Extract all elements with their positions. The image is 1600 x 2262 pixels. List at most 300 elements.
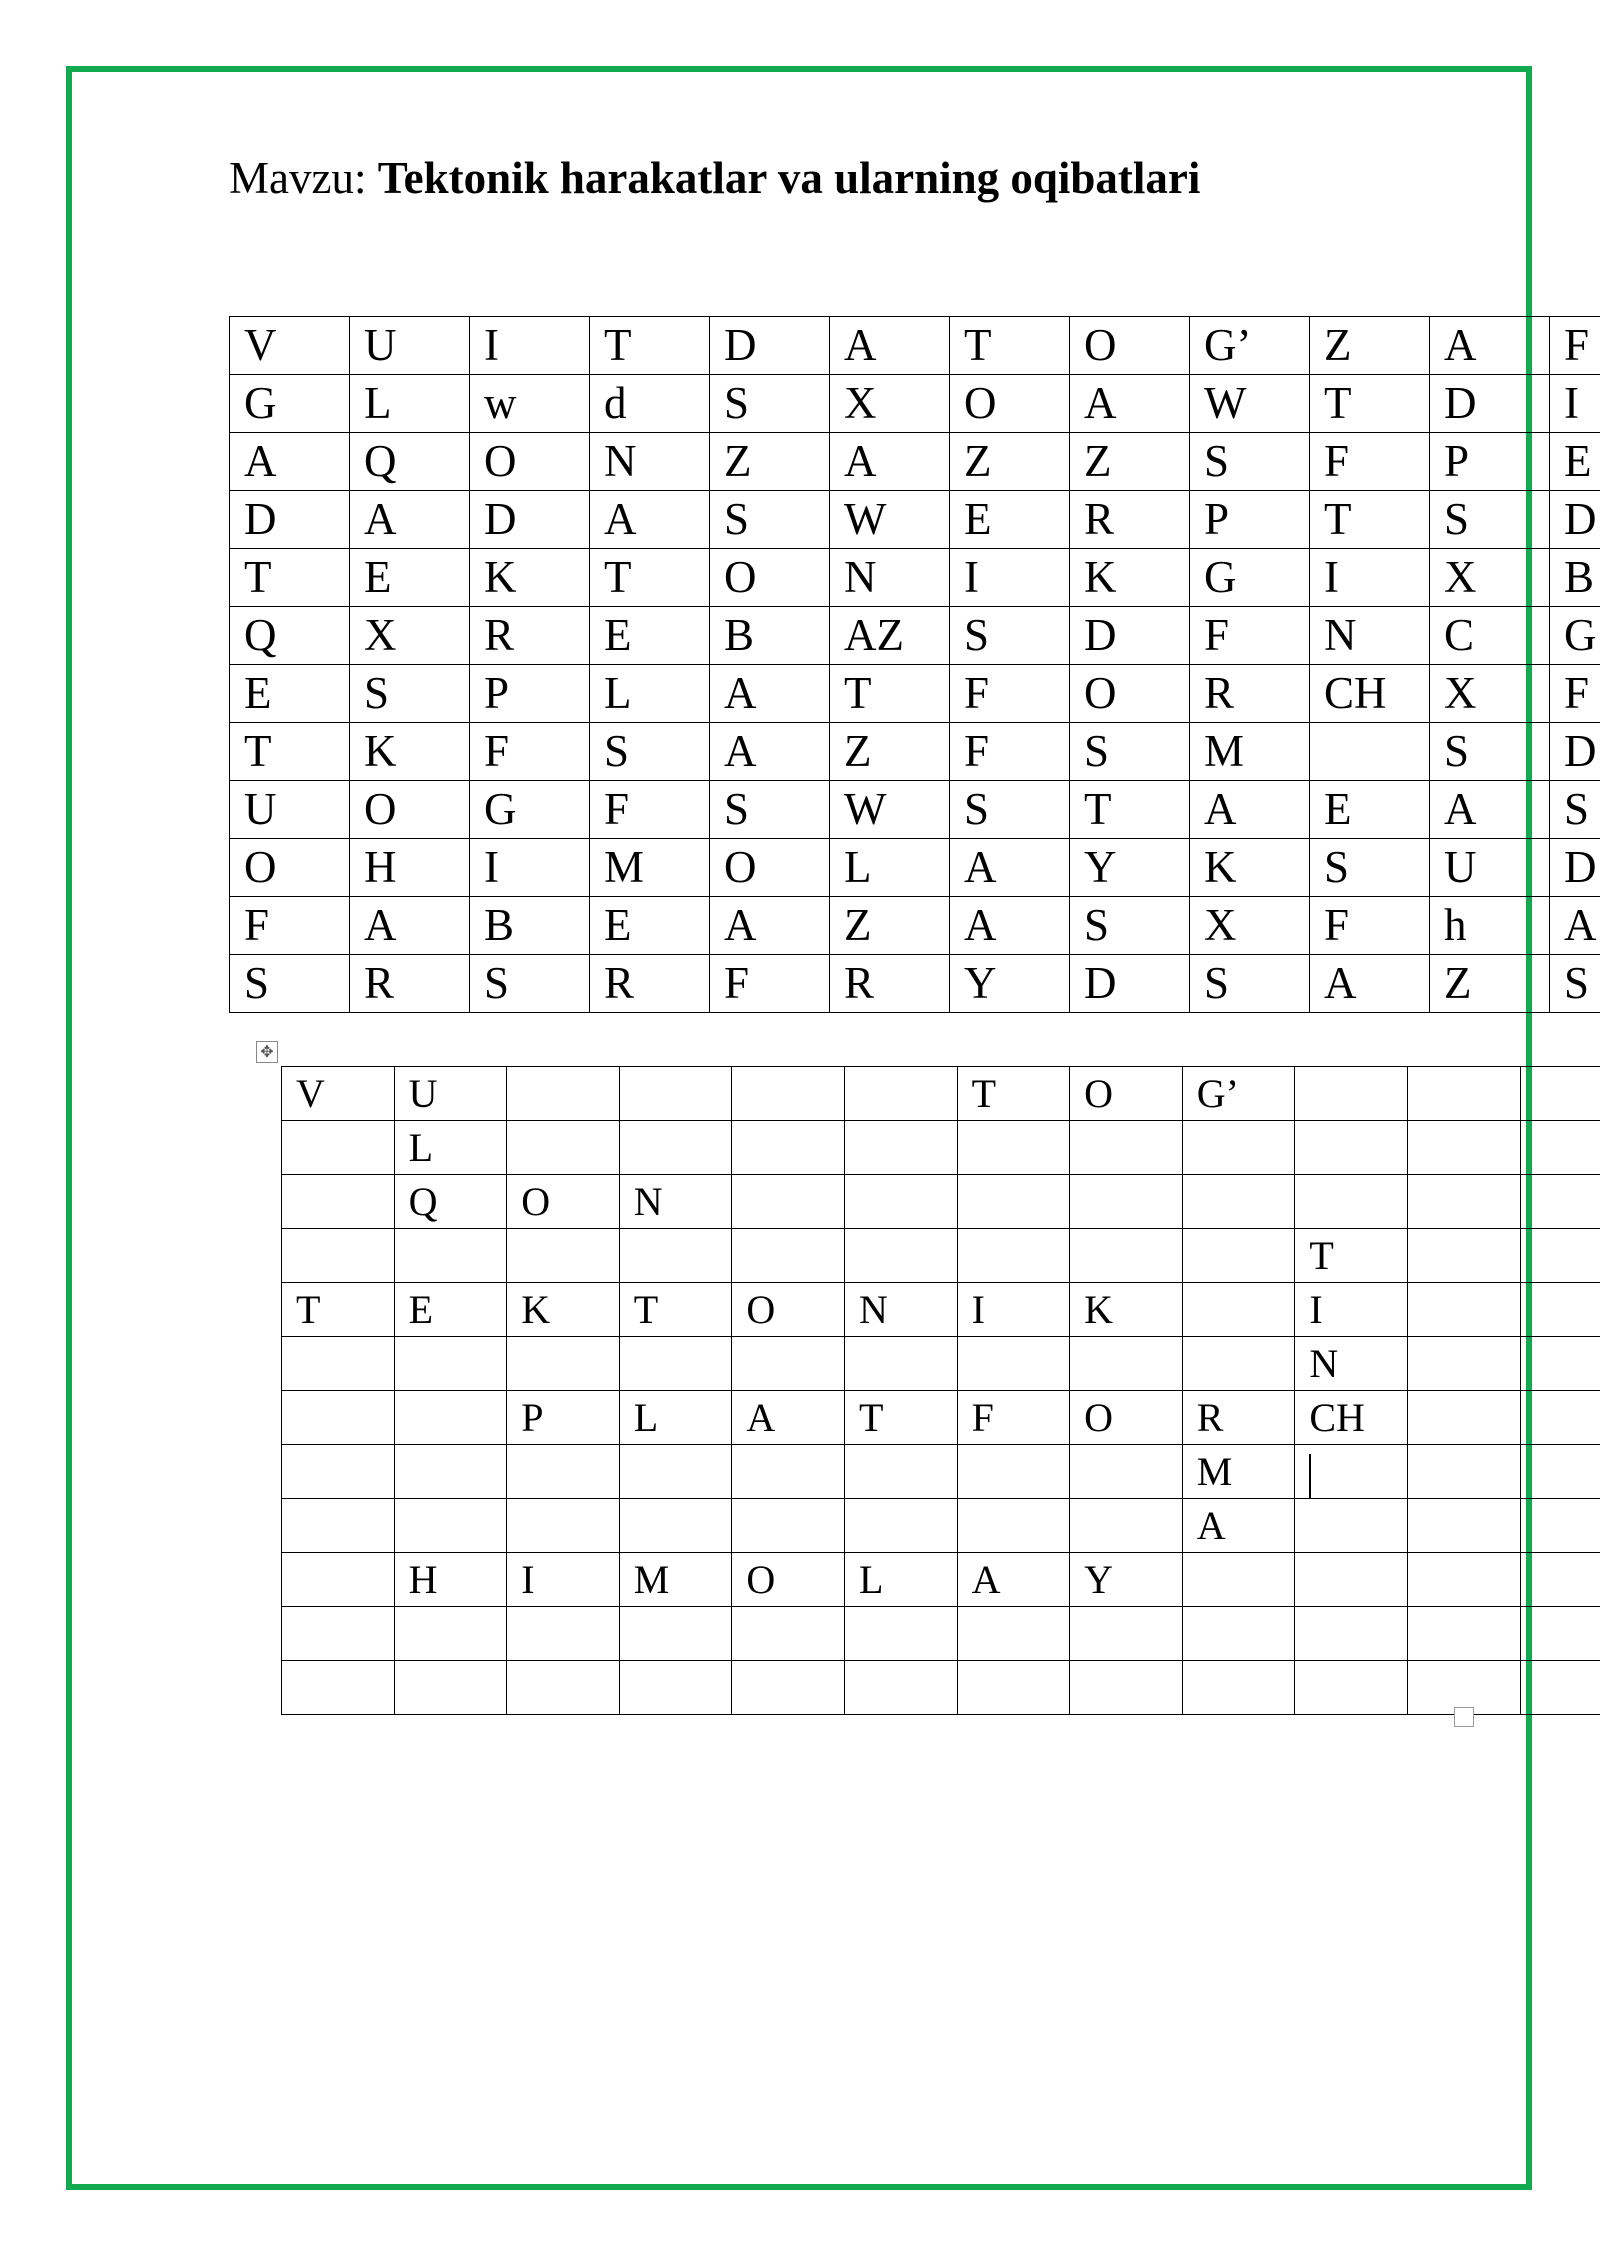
answer-cell[interactable] — [1407, 1283, 1520, 1337]
word-search-cell: B — [1550, 549, 1600, 607]
answer-cell[interactable] — [732, 1121, 845, 1175]
answer-cell[interactable] — [282, 1121, 395, 1175]
answer-row — [282, 1391, 1600, 1445]
answer-cell[interactable] — [1295, 1499, 1408, 1553]
answer-cell[interactable] — [957, 1499, 1070, 1553]
word-search-cell: I — [950, 549, 1070, 607]
word-search-cell: F — [1550, 665, 1600, 723]
word-search-cell: O — [470, 433, 590, 491]
word-search-cell — [1310, 723, 1430, 781]
answer-row — [282, 1175, 1600, 1229]
word-search-cell: F — [470, 723, 590, 781]
answer-cell[interactable]: M — [1182, 1445, 1295, 1499]
word-search-cell: d — [590, 375, 710, 433]
word-search-cell: E — [230, 665, 350, 723]
answer-cell[interactable]: O — [732, 1553, 845, 1607]
answer-cell[interactable] — [1070, 1175, 1183, 1229]
answer-cell[interactable] — [394, 1607, 507, 1661]
answer-cell[interactable] — [1520, 1607, 1600, 1661]
word-search-cell: Z — [710, 433, 830, 491]
word-search-row — [230, 433, 1600, 491]
answer-cell[interactable] — [1182, 1607, 1295, 1661]
word-search-cell: Z — [950, 433, 1070, 491]
answer-cell[interactable] — [1520, 1337, 1600, 1391]
word-search-row — [230, 839, 1600, 897]
answer-cell[interactable]: T — [957, 1067, 1070, 1121]
word-search-cell: F — [950, 665, 1070, 723]
answer-cell[interactable] — [957, 1175, 1070, 1229]
word-search-cell: F — [710, 955, 830, 1013]
word-search-cell: O — [1070, 317, 1190, 375]
answer-cell[interactable]: O — [507, 1175, 620, 1229]
word-search-cell: T — [1310, 491, 1430, 549]
word-search-cell: D — [1550, 839, 1600, 897]
answer-cell[interactable] — [844, 1067, 957, 1121]
word-search-cell: D — [710, 317, 830, 375]
word-search-row — [230, 897, 1600, 955]
word-search-cell: R — [350, 955, 470, 1013]
answer-cell[interactable] — [1295, 1121, 1408, 1175]
word-search-row — [230, 317, 1600, 375]
answer-cell[interactable]: N — [844, 1283, 957, 1337]
answer-cell[interactable]: T — [1295, 1229, 1408, 1283]
word-search-row — [230, 781, 1600, 839]
word-search-cell: T — [1310, 375, 1430, 433]
word-search-cell: A — [830, 433, 950, 491]
answer-cell[interactable] — [1295, 1175, 1408, 1229]
word-search-cell: V — [230, 317, 350, 375]
word-search-cell: Z — [830, 723, 950, 781]
word-search-cell: E — [590, 897, 710, 955]
page-title — [229, 152, 1200, 204]
word-search-cell: S — [350, 665, 470, 723]
answer-cell[interactable] — [1295, 1553, 1408, 1607]
answer-cell[interactable] — [394, 1337, 507, 1391]
answer-row — [282, 1661, 1600, 1715]
answer-cell[interactable] — [282, 1445, 395, 1499]
word-search-cell: S — [590, 723, 710, 781]
answer-cell[interactable] — [1295, 1445, 1408, 1499]
word-search-cell: A — [350, 491, 470, 549]
word-search-cell: O — [230, 839, 350, 897]
answer-cell[interactable]: E — [394, 1283, 507, 1337]
answer-cell[interactable] — [394, 1391, 507, 1445]
answer-cell[interactable] — [1295, 1607, 1408, 1661]
word-search-cell: Q — [350, 433, 470, 491]
title-prefix: Mavzu: — [229, 153, 378, 203]
word-search-cell: W — [1190, 375, 1310, 433]
answer-cell[interactable] — [957, 1121, 1070, 1175]
word-search-cell: U — [350, 317, 470, 375]
word-search-cell: M — [590, 839, 710, 897]
word-search-cell: N — [590, 433, 710, 491]
answer-cell[interactable] — [1182, 1175, 1295, 1229]
answer-cell[interactable] — [507, 1661, 620, 1715]
answer-cell[interactable] — [1407, 1229, 1520, 1283]
answer-cell[interactable] — [844, 1607, 957, 1661]
word-search-cell: D — [1430, 375, 1550, 433]
word-search-cell: X — [350, 607, 470, 665]
answer-cell[interactable] — [1295, 1067, 1408, 1121]
word-search-cell: A — [710, 665, 830, 723]
word-search-cell: A — [590, 491, 710, 549]
word-search-cell: S — [1190, 433, 1310, 491]
answer-cell[interactable] — [282, 1175, 395, 1229]
answer-cell[interactable] — [507, 1337, 620, 1391]
word-search-cell: A — [1070, 375, 1190, 433]
answer-cell[interactable] — [957, 1607, 1070, 1661]
word-search-cell: A — [1430, 317, 1550, 375]
word-search-cell: G — [1550, 607, 1600, 665]
answer-cell[interactable] — [1407, 1337, 1520, 1391]
answer-grid[interactable] — [281, 1066, 1600, 1715]
answer-cell[interactable]: T — [844, 1391, 957, 1445]
word-search-row — [230, 375, 1600, 433]
word-search-cell: A — [710, 723, 830, 781]
word-search-cell: I — [1550, 375, 1600, 433]
word-search-cell: S — [710, 781, 830, 839]
answer-cell[interactable]: N — [1295, 1337, 1408, 1391]
answer-cell[interactable]: T — [619, 1283, 732, 1337]
answer-cell[interactable] — [507, 1499, 620, 1553]
word-search-row — [230, 491, 1600, 549]
word-search-cell: G — [230, 375, 350, 433]
answer-cell[interactable] — [619, 1661, 732, 1715]
answer-cell[interactable] — [732, 1499, 845, 1553]
answer-row — [282, 1121, 1600, 1175]
answer-cell[interactable]: P — [507, 1391, 620, 1445]
word-search-cell: S — [1190, 955, 1310, 1013]
word-search-cell: A — [230, 433, 350, 491]
answer-cell[interactable] — [619, 1067, 732, 1121]
table-move-handle-icon[interactable]: ✥ — [256, 1041, 278, 1063]
word-search-cell: K — [350, 723, 470, 781]
word-search-cell: K — [1190, 839, 1310, 897]
word-search-cell: R — [590, 955, 710, 1013]
answer-cell[interactable] — [1070, 1337, 1183, 1391]
answer-cell[interactable] — [1182, 1229, 1295, 1283]
word-search-cell: h — [1430, 897, 1550, 955]
word-search-cell: CH — [1310, 665, 1430, 723]
answer-cell[interactable] — [1070, 1499, 1183, 1553]
answer-cell[interactable]: A — [1182, 1499, 1295, 1553]
answer-cell[interactable] — [844, 1229, 957, 1283]
word-search-cell: P — [470, 665, 590, 723]
word-search-cell: T — [830, 665, 950, 723]
answer-cell[interactable]: G’ — [1182, 1067, 1295, 1121]
answer-cell[interactable] — [1182, 1553, 1295, 1607]
answer-cell[interactable] — [957, 1661, 1070, 1715]
word-search-row — [230, 665, 1600, 723]
answer-cell[interactable] — [1182, 1283, 1295, 1337]
answer-cell[interactable] — [1520, 1499, 1600, 1553]
answer-cell[interactable] — [282, 1337, 395, 1391]
answer-cell[interactable]: M — [619, 1553, 732, 1607]
answer-row — [282, 1283, 1600, 1337]
answer-cell[interactable] — [507, 1121, 620, 1175]
word-search-cell: A — [710, 897, 830, 955]
answer-cell[interactable] — [507, 1067, 620, 1121]
answer-cell[interactable]: I — [507, 1553, 620, 1607]
answer-cell[interactable]: T — [282, 1283, 395, 1337]
answer-cell[interactable] — [282, 1391, 395, 1445]
word-search-cell: I — [470, 317, 590, 375]
word-search-cell: B — [710, 607, 830, 665]
answer-cell[interactable] — [507, 1445, 620, 1499]
answer-cell[interactable] — [1070, 1607, 1183, 1661]
answer-cell[interactable] — [1182, 1661, 1295, 1715]
answer-cell[interactable]: K — [1070, 1283, 1183, 1337]
answer-row — [282, 1067, 1600, 1121]
word-search-cell: Y — [950, 955, 1070, 1013]
word-search-cell: P — [1430, 433, 1550, 491]
answer-cell[interactable] — [1407, 1067, 1520, 1121]
answer-cell[interactable] — [1407, 1499, 1520, 1553]
answer-cell[interactable] — [844, 1499, 957, 1553]
word-search-cell: L — [350, 375, 470, 433]
word-search-cell: E — [1310, 781, 1430, 839]
word-search-cell: X — [1430, 549, 1550, 607]
word-search-cell: O — [710, 549, 830, 607]
answer-cell[interactable] — [1407, 1553, 1520, 1607]
title-topic: Tektonik harakatlar va ularning oqibatlari — [377, 153, 1201, 203]
word-search-cell: Z — [1430, 955, 1550, 1013]
answer-cell[interactable] — [282, 1607, 395, 1661]
answer-cell[interactable]: A — [957, 1553, 1070, 1607]
answer-cell[interactable] — [1182, 1337, 1295, 1391]
word-search-cell: C — [1430, 607, 1550, 665]
answer-cell[interactable] — [619, 1337, 732, 1391]
answer-cell[interactable]: I — [957, 1283, 1070, 1337]
answer-cell[interactable] — [282, 1661, 395, 1715]
answer-cell[interactable] — [1407, 1391, 1520, 1445]
answer-cell[interactable] — [394, 1661, 507, 1715]
word-search-cell: T — [590, 549, 710, 607]
word-search-cell: H — [350, 839, 470, 897]
answer-cell[interactable] — [282, 1499, 395, 1553]
answer-cell[interactable] — [732, 1229, 845, 1283]
word-search-cell: D — [1070, 955, 1190, 1013]
answer-cell[interactable] — [619, 1445, 732, 1499]
answer-cell[interactable] — [282, 1553, 395, 1607]
answer-cell[interactable] — [619, 1499, 732, 1553]
word-search-cell: E — [1550, 433, 1600, 491]
answer-cell[interactable] — [732, 1067, 845, 1121]
word-search-cell: S — [1430, 723, 1550, 781]
word-search-cell: A — [950, 839, 1070, 897]
word-search-cell: D — [230, 491, 350, 549]
answer-cell[interactable]: L — [394, 1121, 507, 1175]
word-search-cell: S — [950, 781, 1070, 839]
word-search-cell: D — [1550, 723, 1600, 781]
word-search-cell: B — [470, 897, 590, 955]
word-search-cell: X — [830, 375, 950, 433]
answer-cell[interactable] — [1520, 1445, 1600, 1499]
answer-cell[interactable]: O — [1070, 1067, 1183, 1121]
answer-row — [282, 1229, 1600, 1283]
word-search-cell: F — [1190, 607, 1310, 665]
word-search-cell: Q — [230, 607, 350, 665]
word-search-cell: AZ — [830, 607, 950, 665]
answer-cell[interactable] — [1295, 1661, 1408, 1715]
answer-cell[interactable] — [1407, 1121, 1520, 1175]
answer-cell[interactable]: CH — [1295, 1391, 1408, 1445]
word-search-cell: Z — [830, 897, 950, 955]
answer-cell[interactable] — [1070, 1229, 1183, 1283]
answer-cell[interactable]: Y — [1070, 1553, 1183, 1607]
answer-cell[interactable] — [507, 1229, 620, 1283]
word-search-cell: A — [1430, 781, 1550, 839]
answer-cell[interactable]: L — [619, 1391, 732, 1445]
word-search-cell: T — [950, 317, 1070, 375]
word-search-cell: F — [590, 781, 710, 839]
word-search-cell: U — [1430, 839, 1550, 897]
word-search-cell: L — [590, 665, 710, 723]
answer-cell[interactable] — [732, 1607, 845, 1661]
word-search-cell: D — [1070, 607, 1190, 665]
word-search-cell: S — [230, 955, 350, 1013]
answer-cell[interactable]: U — [394, 1067, 507, 1121]
answer-cell[interactable]: O — [1070, 1391, 1183, 1445]
answer-cell[interactable] — [1407, 1445, 1520, 1499]
answer-cell[interactable] — [844, 1661, 957, 1715]
answer-cell[interactable] — [394, 1445, 507, 1499]
word-search-cell: D — [470, 491, 590, 549]
answer-cell[interactable]: I — [1295, 1283, 1408, 1337]
word-search-cell: O — [950, 375, 1070, 433]
word-search-cell: U — [230, 781, 350, 839]
answer-cell[interactable] — [732, 1445, 845, 1499]
word-search-cell: F — [1310, 897, 1430, 955]
word-search-cell: R — [830, 955, 950, 1013]
word-search-cell: T — [230, 549, 350, 607]
answer-cell[interactable] — [394, 1229, 507, 1283]
word-search-cell: N — [830, 549, 950, 607]
answer-cell[interactable] — [957, 1337, 1070, 1391]
answer-cell[interactable]: K — [507, 1283, 620, 1337]
answer-cell[interactable] — [394, 1499, 507, 1553]
word-search-cell: W — [830, 781, 950, 839]
answer-cell[interactable] — [844, 1445, 957, 1499]
answer-cell[interactable]: A — [732, 1391, 845, 1445]
word-search-cell: W — [830, 491, 950, 549]
word-search-cell: G’ — [1190, 317, 1310, 375]
answer-row — [282, 1607, 1600, 1661]
word-search-cell: S — [710, 491, 830, 549]
answer-cell[interactable]: L — [844, 1553, 957, 1607]
answer-cell[interactable] — [1407, 1175, 1520, 1229]
answer-cell[interactable] — [1070, 1121, 1183, 1175]
answer-row — [282, 1337, 1600, 1391]
answer-cell[interactable] — [1520, 1391, 1600, 1445]
answer-cell[interactable] — [1520, 1121, 1600, 1175]
text-cursor — [1309, 1454, 1311, 1498]
answer-cell[interactable] — [1407, 1607, 1520, 1661]
word-search-cell: T — [1070, 781, 1190, 839]
word-search-cell: D — [1550, 491, 1600, 549]
word-search-cell: S — [1550, 955, 1600, 1013]
word-search-cell: A — [1190, 781, 1310, 839]
word-search-cell: S — [1070, 897, 1190, 955]
word-search-cell: S — [950, 607, 1070, 665]
answer-cell[interactable]: R — [1182, 1391, 1295, 1445]
word-search-cell: O — [1070, 665, 1190, 723]
answer-cell[interactable] — [732, 1337, 845, 1391]
answer-cell[interactable] — [1520, 1553, 1600, 1607]
answer-cell[interactable]: F — [957, 1391, 1070, 1445]
word-search-cell: F — [1550, 317, 1600, 375]
answer-cell[interactable] — [1182, 1121, 1295, 1175]
answer-row — [282, 1499, 1600, 1553]
answer-cell[interactable] — [619, 1229, 732, 1283]
answer-cell[interactable] — [1520, 1067, 1600, 1121]
answer-cell[interactable] — [844, 1121, 957, 1175]
word-search-cell: w — [470, 375, 590, 433]
word-search-cell: M — [1190, 723, 1310, 781]
word-search-cell: O — [350, 781, 470, 839]
word-search-cell: L — [830, 839, 950, 897]
word-search-cell: Z — [1310, 317, 1430, 375]
word-search-cell: Z — [1070, 433, 1190, 491]
word-search-cell: A — [830, 317, 950, 375]
answer-row — [282, 1553, 1600, 1607]
answer-cell[interactable] — [1520, 1283, 1600, 1337]
answer-cell[interactable] — [1070, 1445, 1183, 1499]
word-search-cell: E — [350, 549, 470, 607]
answer-cell[interactable] — [1520, 1229, 1600, 1283]
answer-cell[interactable] — [732, 1175, 845, 1229]
answer-cell[interactable] — [957, 1445, 1070, 1499]
word-search-cell: A — [950, 897, 1070, 955]
word-search-cell: S — [1550, 781, 1600, 839]
word-search-row — [230, 549, 1600, 607]
word-search-cell: A — [350, 897, 470, 955]
answer-cell[interactable] — [844, 1175, 957, 1229]
word-search-row — [230, 607, 1600, 665]
word-search-cell: T — [590, 317, 710, 375]
word-search-cell: A — [1310, 955, 1430, 1013]
answer-cell[interactable] — [844, 1337, 957, 1391]
answer-cell[interactable] — [1070, 1661, 1183, 1715]
word-search-row — [230, 955, 1600, 1013]
answer-cell[interactable] — [732, 1661, 845, 1715]
answer-cell[interactable]: Q — [394, 1175, 507, 1229]
word-search-cell: Y — [1070, 839, 1190, 897]
answer-cell[interactable] — [619, 1607, 732, 1661]
table-resize-handle-icon[interactable] — [1454, 1707, 1474, 1727]
answer-cell[interactable] — [957, 1229, 1070, 1283]
answer-cell[interactable]: N — [619, 1175, 732, 1229]
answer-cell[interactable]: H — [394, 1553, 507, 1607]
answer-cell[interactable]: O — [732, 1283, 845, 1337]
answer-cell[interactable] — [282, 1229, 395, 1283]
word-search-cell: O — [710, 839, 830, 897]
answer-cell[interactable] — [619, 1121, 732, 1175]
answer-cell[interactable] — [1520, 1175, 1600, 1229]
word-search-cell: P — [1190, 491, 1310, 549]
word-search-cell: X — [1430, 665, 1550, 723]
word-search-cell: E — [590, 607, 710, 665]
answer-cell[interactable]: V — [282, 1067, 395, 1121]
answer-cell[interactable] — [1520, 1661, 1600, 1715]
answer-cell[interactable] — [507, 1607, 620, 1661]
word-search-cell: A — [1550, 897, 1600, 955]
word-search-cell: E — [950, 491, 1070, 549]
word-search-cell: S — [1310, 839, 1430, 897]
word-search-cell: R — [470, 607, 590, 665]
word-search-cell: K — [1070, 549, 1190, 607]
word-search-cell: I — [470, 839, 590, 897]
